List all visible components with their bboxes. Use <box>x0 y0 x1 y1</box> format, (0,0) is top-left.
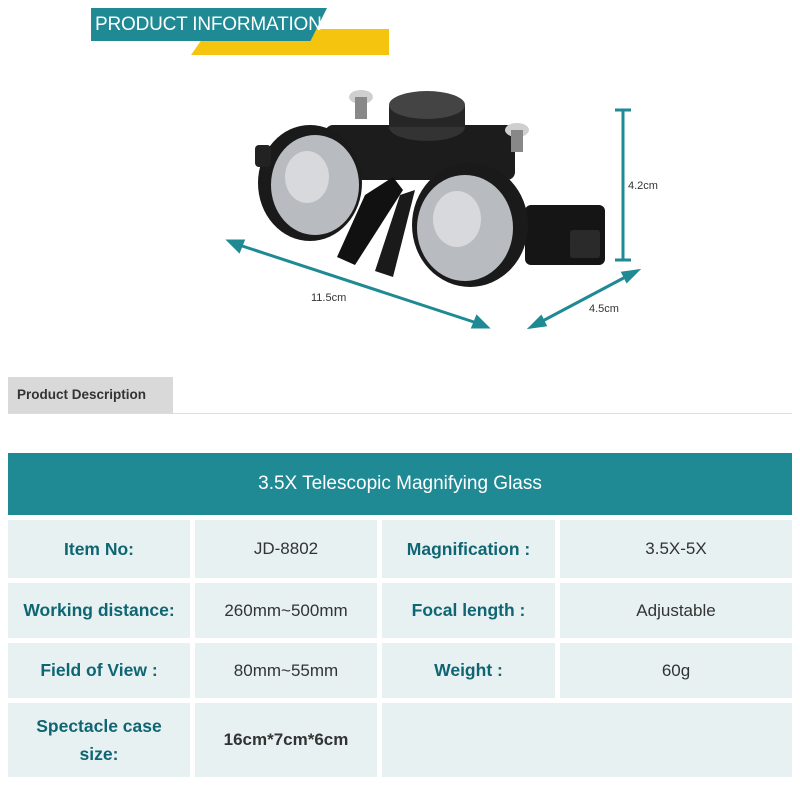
depth-dimension-label: 4.5cm <box>589 303 619 315</box>
table-label: Spectacle case size: <box>8 703 190 777</box>
table-value: 16cm*7cm*6cm <box>195 703 377 777</box>
table-label: Working distance: <box>8 583 190 638</box>
table-label: Focal length : <box>382 583 555 638</box>
table-title: 3.5X Telescopic Magnifying Glass <box>8 453 792 515</box>
banner-title: PRODUCT INFORMATION <box>95 14 322 35</box>
right-lens-highlight <box>433 191 481 247</box>
left-screw-post <box>355 97 367 119</box>
table-empty-cell <box>382 703 792 777</box>
table-label: Item No: <box>8 520 190 578</box>
table-value: 3.5X-5X <box>560 520 792 578</box>
product-information-banner <box>91 8 391 58</box>
spec-table <box>8 453 792 777</box>
table-label: Magnification : <box>382 520 555 578</box>
height-dimension-label: 4.2cm <box>628 180 658 192</box>
side-knob <box>570 230 600 258</box>
right-screw-post <box>511 130 523 152</box>
tab-label: Product Description <box>17 387 147 402</box>
table-value: JD-8802 <box>195 520 377 578</box>
tab-product-description[interactable] <box>8 377 173 413</box>
table-value: 60g <box>560 643 792 698</box>
tab-divider <box>8 413 792 414</box>
table-value: 80mm~55mm <box>195 643 377 698</box>
width-dimension-label: 11.5cm <box>311 292 347 304</box>
left-knob <box>255 145 271 167</box>
left-lens-highlight <box>285 151 329 203</box>
top-knob-top <box>389 91 465 119</box>
table-label: Weight : <box>382 643 555 698</box>
table-value: Adjustable <box>560 583 792 638</box>
table-label: Field of View : <box>8 643 190 698</box>
table-value: 260mm~500mm <box>195 583 377 638</box>
